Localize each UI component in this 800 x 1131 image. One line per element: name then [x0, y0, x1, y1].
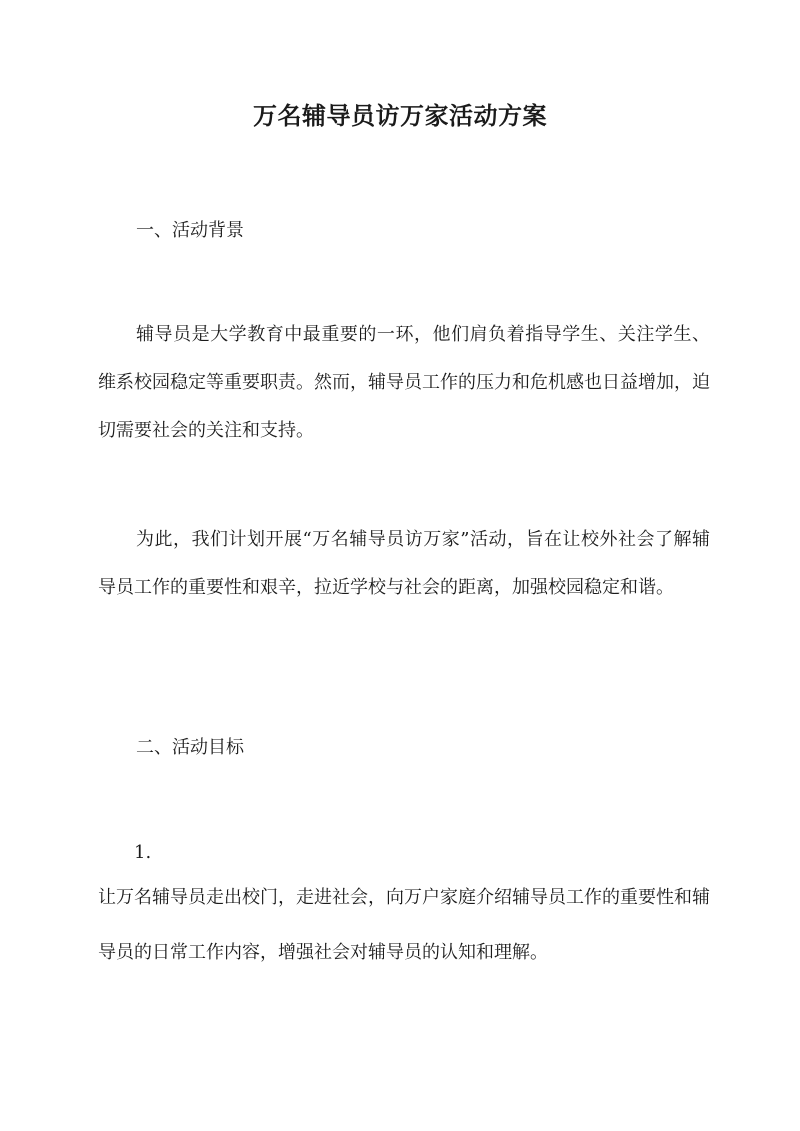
paragraph-background-2: 为此，我们计划开展“万名辅导员访万家”活动，旨在让校外社会了解辅导员工作的重要性和艰辛，拉近学校与社会的距离，加强校园稳定和谐。	[98, 529, 710, 598]
section-heading-background: 一、活动背景	[136, 220, 244, 241]
paragraph-background-1: 辅导员是大学教育中最重要的一环，他们肩负着指导学生、关注学生、维系校园稳定等重要职责。然而，辅导员工作的压力和危机感也日益增加，迫切需要社会的关注和支持。	[98, 324, 710, 441]
goal-item-text: 让万名辅导员走出校门，走进社会，向万户家庭介绍辅导员工作的重要性和辅导员的日常工作内容，增强社会对辅导员的认知和理解。	[98, 887, 710, 963]
document-title: 万名辅导员访万家活动方案	[253, 101, 547, 130]
goal-item-number: 1.	[134, 842, 152, 863]
section-heading-goals: 二、活动目标	[136, 737, 244, 758]
